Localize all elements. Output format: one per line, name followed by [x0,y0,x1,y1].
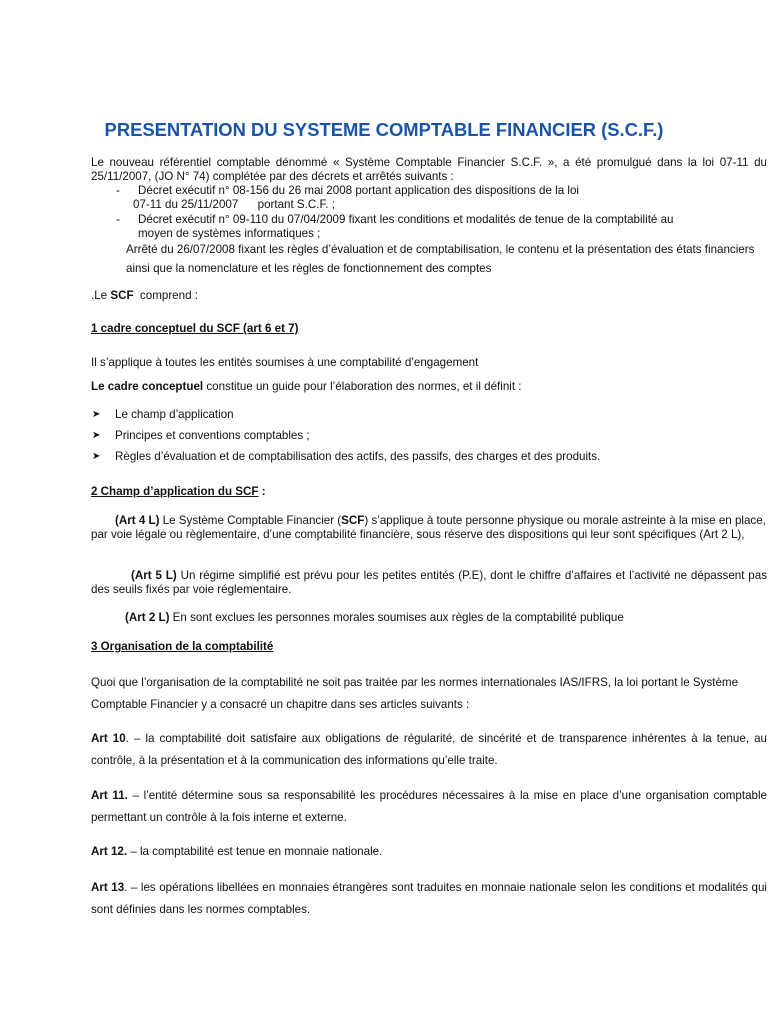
page-title: PRESENTATION DU SYSTEME COMPTABLE FINANCIER (S.C.F.) [104,119,664,140]
article-10: Art 10. – la comptabilité doit satisfaire aux obligations de régularité, de sincérité et de transparence inhérentes à la tenue, au contrôle, à la présentation et à la communication des informations qu’elle traite. [91,732,767,767]
article-11: Art 11. – l’entité détermine sous sa responsabilité les procédures nécessaires à la mise en place d’une organisation comptable permettant un contrôle à la fois interne et externe. [91,789,767,824]
arrow-bullet-icon: ➤ [92,451,101,462]
section3-intro: Quoi que l’organisation de la comptabilité ne soit pas traitée par les normes internationales IAS/IFRS, la loi portant le Système Comptable Financier y a consacré un chapitre dans ses articles suivants : [91,676,739,711]
section1-definition: Le cadre conceptuel constitue un guide pour l’élaboration des normes, et il définit : [91,380,522,393]
decree-item-2-line2: moyen de systèmes informatiques ; [138,227,321,240]
section2-paragraph-1: (Art 4 L) Le Système Comptable Financier (SCF) s’applique à toute personne physique ou morale astreinte à la mise en place, par voie légale ou règlementaire, d’une comptabilité financière, sous réserve des dispositions qui leur sont spécifiques (Art 2 L), [91,514,766,541]
section1-applies: Il s’applique à toutes les entités soumises à une comptabilité d’engagement [91,356,479,369]
bullet-item: ➤ Principes et conventions comptables ; [92,429,310,442]
section2-paragraph-3: (Art 2 L) En sont exclues les personnes morales soumises aux règles de la comptabilité publique [125,611,624,624]
arrete-paragraph: Arrêté du 26/07/2008 fixant les règles d’évaluation et de comptabilisation, le contenu et la présentation des états financiers ainsi que la nomenclature et les règles de fonctionnement des comptes [126,243,755,275]
section2-heading: 2 Champ d’application du SCF : [91,485,266,498]
decree-item-2-line1: Décret exécutif n° 09-110 du 07/04/2009 fixant les conditions et modalités de tenue de la comptabilité au [138,213,674,226]
section3-heading: 3 Organisation de la comptabilité [91,640,274,653]
bullet-item: ➤ Le champ d’application [92,408,234,421]
article-13: Art 13. – les opérations libellées en monnaies étrangères sont traduites en monnaie nationale selon les conditions et modalités qui sont définies dans les normes comptables. [91,881,767,916]
bullet-item: ➤ Règles d’évaluation et de comptabilisation des actifs, des passifs, des charges et des produits. [92,450,601,463]
dash-marker: - [116,184,120,197]
decree-item-1-line1: Décret exécutif n° 08-156 du 26 mai 2008 portant application des dispositions de la loi [138,184,579,197]
arrow-bullet-icon: ➤ [92,409,101,420]
section1-heading: 1 cadre conceptuel du SCF (art 6 et 7) [91,322,299,335]
arrow-bullet-icon: ➤ [92,430,101,441]
article-12: Art 12. – la comptabilité est tenue en monnaie nationale. [91,845,383,858]
dash-marker: - [116,213,120,226]
decree-item-1-line2: 07-11 du 25/11/2007 portant S.C.F. ; [133,198,335,211]
intro-paragraph: Le nouveau référentiel comptable dénommé « Système Comptable Financier S.C.F. », a été promulgué dans la loi 07-11 du 25/11/2007, (JO N° 74) complétée par des décrets et arrêtés suivants : [91,156,767,183]
section2-paragraph-2: (Art 5 L) Un régime simplifié est prévu pour les petites entités (P.E), dont le chiffre d’affaires et l’activité ne dépassent pas des seuils fixés par voie réglementaire. [91,569,767,596]
scf-comprend-line: .Le SCF comprend : [91,289,198,302]
decree-item-2-cont [138,227,768,241]
decree-item-1-cont [133,198,768,212]
